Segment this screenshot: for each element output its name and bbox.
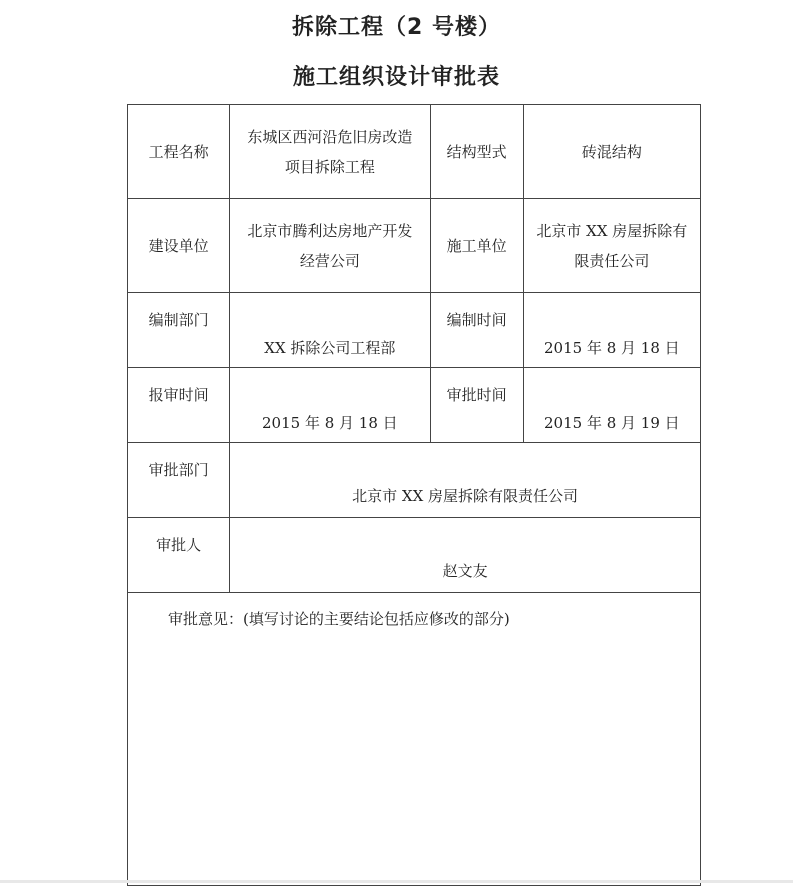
table-row — [128, 443, 701, 518]
table-row — [128, 368, 701, 443]
document-subtitle: 施工组织设计审批表 — [292, 65, 500, 90]
table-row — [128, 105, 701, 199]
project-name-label: 工程名称 — [128, 105, 230, 199]
approver-label: 审批人 — [128, 518, 230, 593]
table-row — [128, 593, 701, 886]
prep-dept-value: XX 拆除公司工程部 — [230, 293, 430, 368]
approval-form-table — [127, 104, 701, 886]
submit-time-label: 报审时间 — [128, 368, 230, 443]
submit-time-value: 2015 年 8 月 18 日 — [230, 368, 430, 443]
approve-dept-value: 北京市 XX 房屋拆除有限责任公司 — [230, 443, 701, 518]
approval-opinion-cell: 审批意见：(填写讨论的主要结论包括应修改的部分) — [128, 593, 701, 886]
project-name-value: 东城区西河沿危旧房改造项目拆除工程 — [230, 105, 430, 199]
document-title: 拆除工程（2 号楼） — [292, 15, 501, 40]
approve-dept-label: 审批部门 — [128, 443, 230, 518]
prep-time-value: 2015 年 8 月 18 日 — [523, 293, 700, 368]
structure-type-value: 砖混结构 — [523, 105, 700, 199]
table-row — [128, 199, 701, 293]
prep-dept-label: 编制部门 — [128, 293, 230, 368]
builder-unit-label: 施工单位 — [430, 199, 523, 293]
approve-time-label: 审批时间 — [430, 368, 523, 443]
table-row — [128, 293, 701, 368]
construction-unit-value: 北京市腾利达房地产开发经营公司 — [230, 199, 430, 293]
table-row — [128, 518, 701, 593]
prep-time-label: 编制时间 — [430, 293, 523, 368]
construction-unit-label: 建设单位 — [128, 199, 230, 293]
builder-unit-value: 北京市 XX 房屋拆除有限责任公司 — [523, 199, 700, 293]
approve-time-value: 2015 年 8 月 19 日 — [523, 368, 700, 443]
structure-type-label: 结构型式 — [430, 105, 523, 199]
approver-value: 赵文友 — [230, 518, 701, 593]
